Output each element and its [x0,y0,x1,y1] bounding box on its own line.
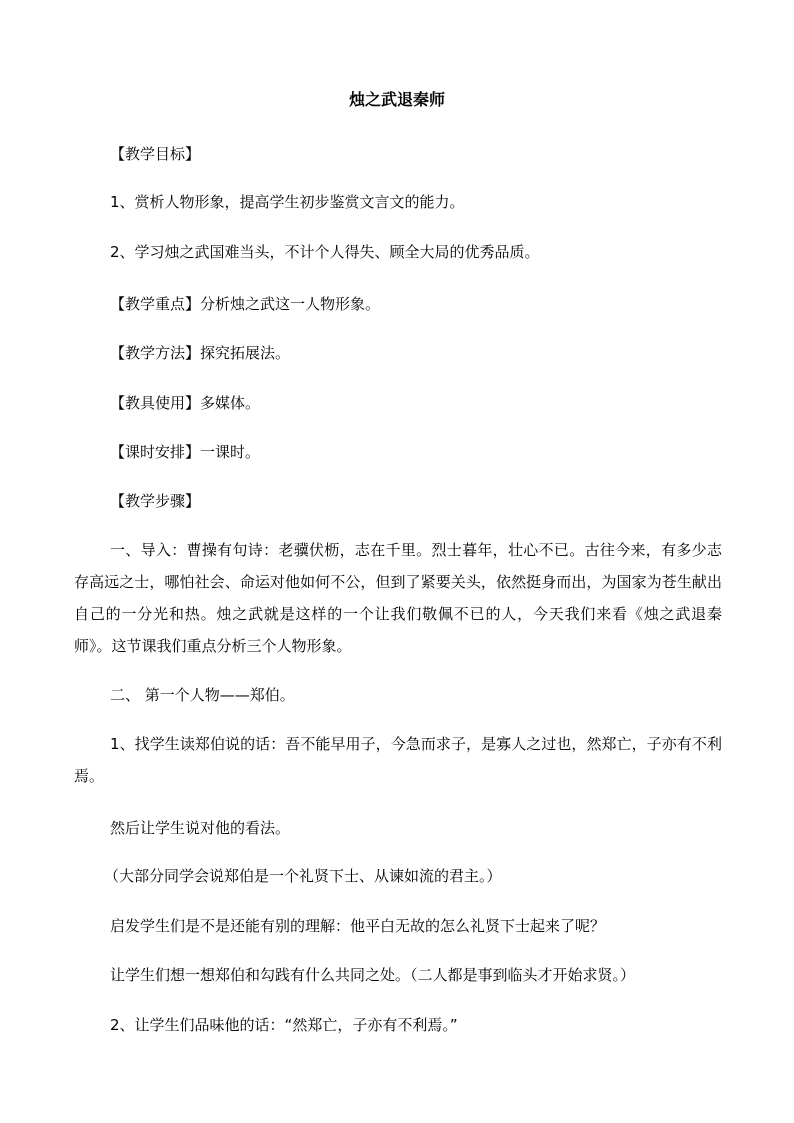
section-heading-2: 二、 第一个人物——郑伯。 [110,686,295,704]
teaching-tools: 【教具使用】多媒体。 [110,394,261,412]
document-title: 烛之武退秦师 [348,90,445,109]
compare-paragraph: 让学生们想一想郑伯和勾践有什么共同之处。（二人都是事到临头才开始求贤。） [110,966,636,984]
steps-heading: 【教学步骤】 [110,492,201,510]
inspire-paragraph: 启发学生们是不是还能有别的理解：他平白无故的怎么礼贤下士起来了呢？ [110,917,606,935]
intro-paragraph: 一、导入：曹操有句诗：老骥伏枥，志在千里。烈士暮年，壮心不已。古往今来，有多少志存高远之士，哪怕社会、命运对他如何不公，但到了紧要关头，依然挺身而出，为国家为苍生献出自己的一分光和热。烛之武就是这样的一个让我们敬佩不已的人，今天我们来看《烛之武退秦师》。这节课我们重点分析三个人物形象。 [74,541,722,655]
key-points: 【教学重点】分析烛之武这一人物形象。 [110,295,381,313]
class-schedule: 【课时安排】一课时。 [110,443,261,461]
then-paragraph: 然后让学生说对他的看法。 [110,819,291,837]
item-2-paragraph: 2、让学生们品味他的话：“然郑亡，子亦有不利焉。” [110,1016,458,1034]
objective-2: 2、学习烛之武国难当头，不计个人得失、顾全大局的优秀品质。 [110,243,540,261]
teaching-methods: 【教学方法】探究拓展法。 [110,344,291,362]
item-1-paragraph: 1、找学生读郑伯说的话：吾不能早用子，今急而求子，是寡人之过也，然郑亡，子亦有不利焉。 [74,735,722,785]
objective-1: 1、赏析人物形象，提高学生初步鉴赏文言文的能力。 [110,193,465,211]
objectives-heading: 【教学目标】 [110,145,201,163]
note-paragraph: （大部分同学会说郑伯是一个礼贤下士、从谏如流的君主。） [104,867,502,885]
